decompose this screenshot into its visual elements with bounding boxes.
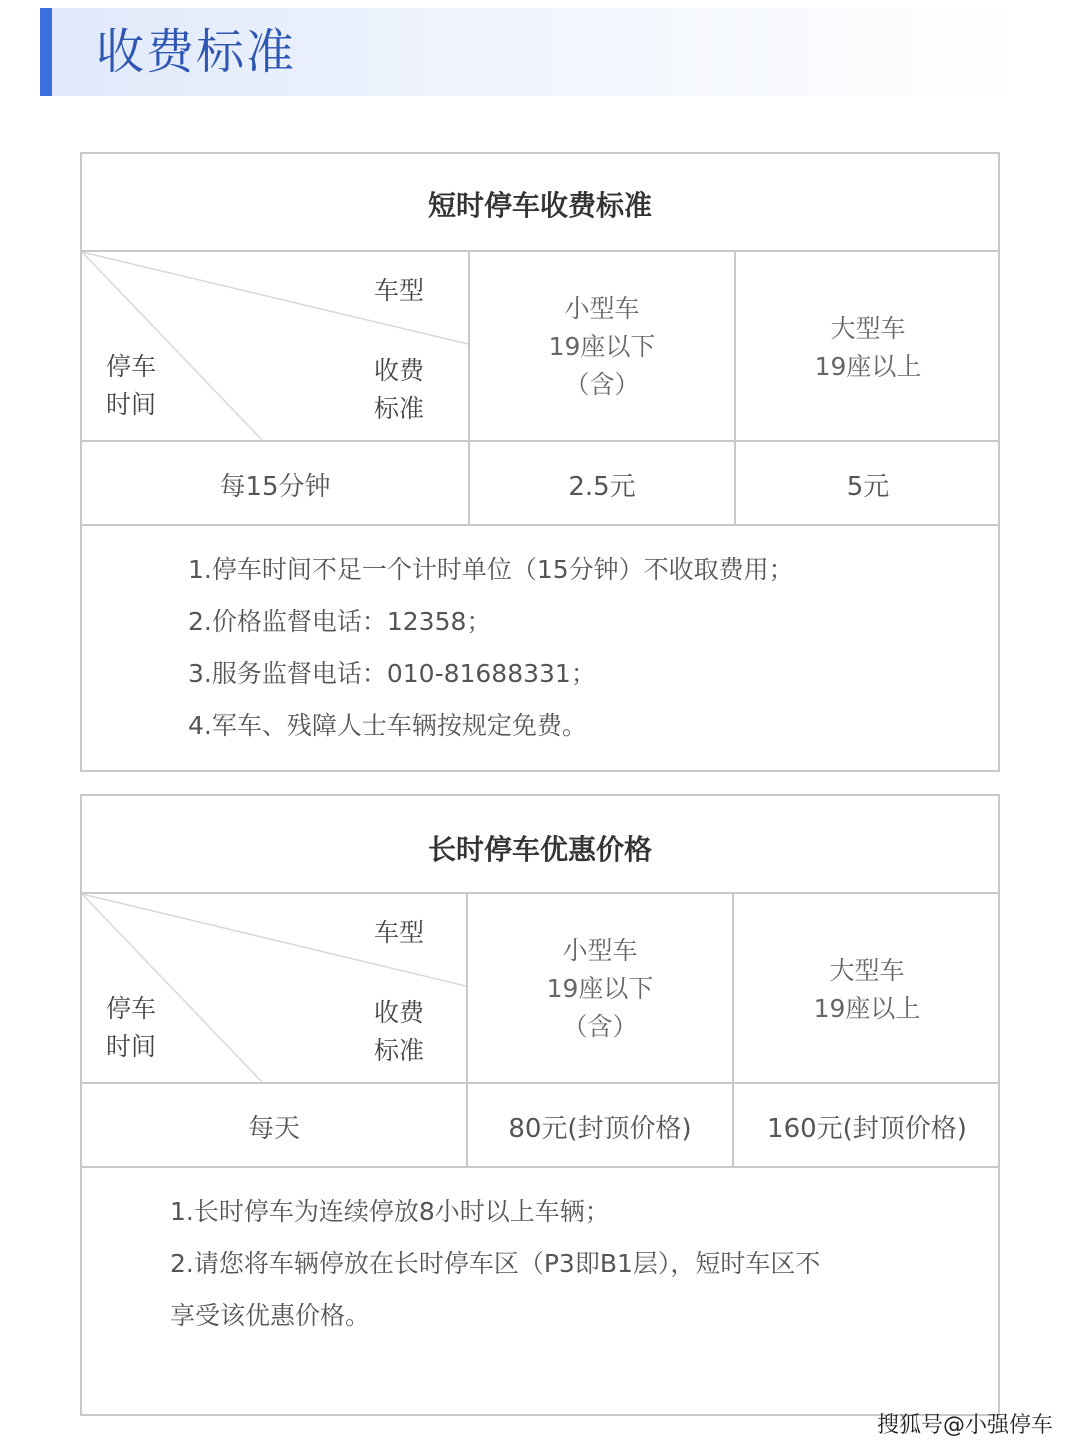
- corner-label-fee-2: 标准: [374, 394, 425, 423]
- corner-label-fee-1: 收费: [374, 998, 425, 1027]
- note-item: 2.请您将车辆停放在长时停车区（P3即B1层），短时车区不: [170, 1249, 821, 1278]
- corner-label-fee-2: 标准: [374, 1036, 425, 1065]
- corner-label-time-1: 停车: [106, 352, 157, 381]
- corner-label-time-1: 停车: [106, 994, 157, 1023]
- price-small-car: 80元(封顶价格): [508, 1114, 692, 1144]
- note-item: 4.军车、残障人士车辆按规定免费。: [188, 711, 587, 740]
- watermark: 搜狐号@小强停车: [876, 1413, 1053, 1438]
- long-table-title: 长时停车优惠价格: [427, 833, 652, 866]
- note-item: 1.停车时间不足一个计时单位（15分钟）不收取费用；: [188, 555, 794, 584]
- short-notes: [188, 544, 794, 752]
- price-large-car: 5元: [846, 472, 890, 502]
- col-header-small-car: 小型车 19座以下 （含）: [546, 936, 654, 1041]
- note-item: 1.长时停车为连续停放8小时以上车辆；: [170, 1197, 610, 1226]
- row-label-per-15min: 每15分钟: [219, 472, 331, 502]
- note-item: 享受该优惠价格。: [170, 1301, 371, 1330]
- section-header: [40, 8, 1030, 96]
- long-parking-table: [80, 794, 1000, 1416]
- price-large-car: 160元(封顶价格): [767, 1114, 967, 1144]
- note-item: 3.服务监督电话：010-81688331；: [188, 659, 596, 688]
- col-header-small-car: 小型车 19座以下 （含）: [548, 294, 656, 399]
- note-item: 2.价格监督电话：12358；: [188, 607, 492, 636]
- corner-label-vehicle-type: 车型: [374, 918, 425, 947]
- col-header-large-car: 大型车 19座以上: [814, 314, 922, 381]
- col-header-large-car: 大型车 19座以上: [813, 956, 921, 1023]
- short-table-title: 短时停车收费标准: [427, 189, 652, 222]
- corner-label-fee-1: 收费: [374, 356, 425, 385]
- header-accent-bar: [40, 8, 52, 96]
- page-title: 收费标准: [96, 24, 297, 80]
- row-label-per-day: 每天: [247, 1114, 300, 1144]
- corner-label-vehicle-type: 车型: [374, 276, 425, 305]
- corner-label-time-2: 时间: [106, 1032, 157, 1061]
- corner-label-time-2: 时间: [106, 390, 157, 419]
- price-small-car: 2.5元: [568, 472, 636, 502]
- long-notes: [170, 1186, 820, 1342]
- short-parking-table: [80, 152, 1000, 772]
